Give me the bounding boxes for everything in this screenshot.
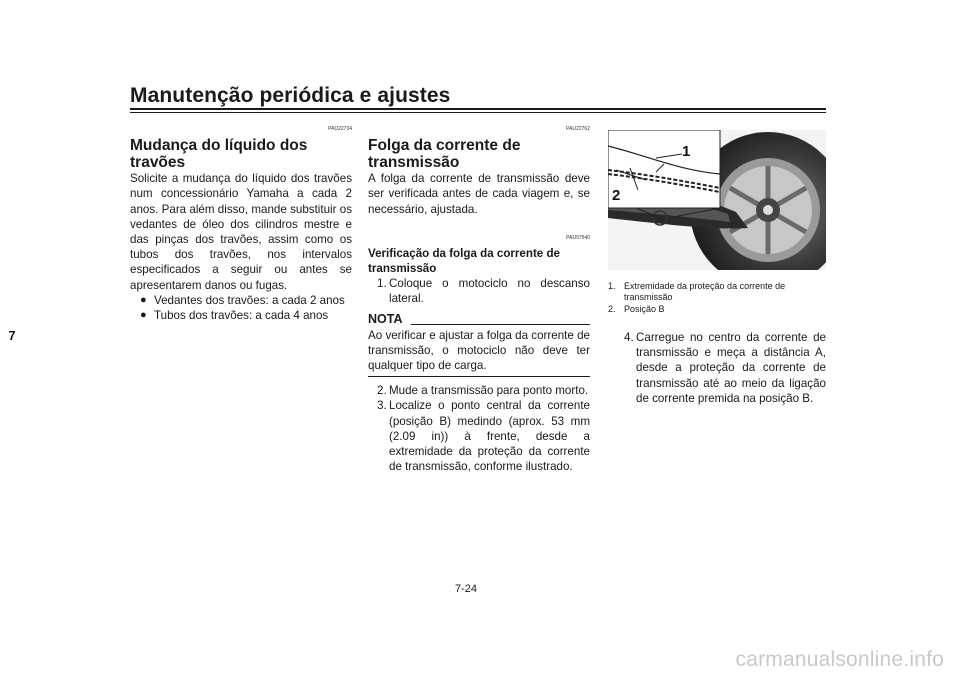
step-number: 1. [377,277,387,291]
step-text: Localize o ponto central da corrente (posição B) medindo (aprox. 53 mm (2.09 in)) à frente, desde a extremidade da proteção da corrente de transmissão, conforme ilustrado. [389,399,590,474]
figure-label-2: 2 [612,187,621,204]
step-item [377,276,590,306]
caption-number: 2. [608,303,616,314]
step-item [624,330,826,406]
subsection-code: PAU97540 [566,234,590,241]
chapter-tab[interactable]: 7 [0,320,24,350]
list-item [140,308,352,323]
header-rule-thin [130,112,826,113]
caption-text: Posição B [624,303,665,314]
section-heading: Mudança do líquido dos travões [130,137,308,172]
note-label: NOTA [368,312,403,327]
figure-label-1: 1 [682,143,691,160]
note-end-rule [368,376,590,377]
subsection-heading: Verificação da folga da corrente de transmissão [368,247,561,276]
note-rule [411,324,591,325]
watermark: carmanualsonline.info [735,648,944,671]
column-chain-slack [368,122,590,474]
step-number: 3. [377,399,387,413]
column-brake-fluid [130,122,352,323]
list-item [140,293,352,308]
note-header [368,312,590,327]
section-code: PAU22762 [566,126,590,132]
section-paragraph: Solicite a mudança do líquido dos travões num concessionário Yamaha a cada 2 anos. Para além disso, mande substituir os vedantes de óleo dos cilindros mestre e das pinças dos travões, assim como os tubos dos travões, nos intervalos especificados a seguir ou antes se apresentarem danos ou fugas. [130,172,352,292]
caption-item [608,281,826,304]
column-step4 [608,330,826,406]
list-item-text: Tubos dos travões: a cada 4 anos [154,309,329,323]
step-number: 4. [624,331,634,344]
section-code: PAU22734 [328,126,352,132]
section-heading: Folga da corrente de transmissão [368,137,521,172]
page-number: 7-24 [455,583,478,595]
caption-item [608,304,826,315]
section-paragraph: A folga da corrente de transmissão deve ser verificada antes de cada viagem e, se necessário, ajustada. [368,172,590,216]
step-number: 2. [377,384,387,398]
step-text: Coloque o motociclo no descanso lateral. [389,277,590,306]
step-text: Mude a transmissão para ponto morto. [389,384,589,398]
chain-photo [608,130,826,270]
step-text: Carregue no centro da corrente de transmissão e meça a distância A, desde a proteção da corrente de transmissão até ao meio da ligação de corrente premida na posição B. [636,331,826,405]
page-title: Manutenção periódica e ajustes [130,84,451,107]
step-item [377,383,590,398]
header-rule [130,108,826,110]
bullet-icon: ● [140,293,147,306]
list-item-text: Vedantes dos travões: a cada 2 anos [154,293,345,307]
figure-caption [608,281,826,315]
step-item [377,398,590,474]
caption-number: 1. [608,281,616,291]
note-text: Ao verificar e ajustar a folga da corrente de transmissão, o motociclo não deve ter qualquer tipo de carga. [368,328,590,373]
bullet-icon: ● [140,309,147,322]
chain-illustration [608,130,826,270]
caption-text: Extremidade da proteção da corrente de transmissão [624,281,786,303]
